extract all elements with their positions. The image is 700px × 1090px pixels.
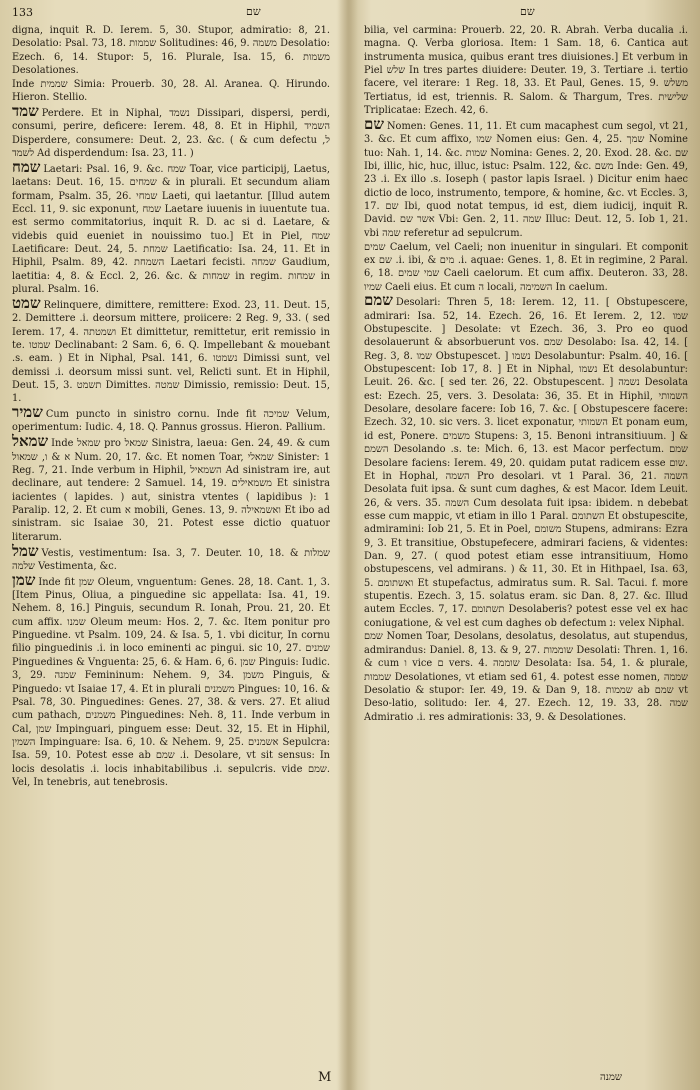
page-number: 133 [12, 6, 33, 19]
dictionary-entry [12, 570, 330, 790]
entry-headword: שמח [12, 157, 41, 176]
entry-text: Inde שממית Simia: Prouerb. 30, 28. Al. Aranea. Q. Hirundo. Hieron. Stellio. [12, 78, 330, 104]
right-column [364, 24, 688, 1064]
dictionary-entry [364, 291, 688, 630]
dictionary-entry [12, 78, 330, 105]
dictionary-entry [364, 630, 688, 723]
entry-headword: שמד [12, 102, 39, 121]
entry-headword: שם [364, 114, 384, 133]
entry-headword: שמט [12, 293, 41, 312]
entry-headword: שמאל [12, 432, 49, 451]
entry-text: Laetari: Psal. 16, 9. &c. שמח Toar, vice participij, Laetus, laetans: Deut. 16, 15. שמחים & in plurali. Et secundum aliam formam, Psalm. 35, 26. שמחי Laeti, qui laetantur. [Illud autem Eccl. 11, 9. sic exponunt, שמח Laetare iuuenis in iuuentute tua. est sermo commitatorius, inquit R. D. ac si d. Laetare, & videbis quid eueniet in nouissimo tuo.] Et in Piel, שמח Laetificare: Deut. 24, 5. שמחת Laetificatio: Isa. 24, 11. Et in Hiphil, Psalm. 89, 42. השמחת Laetari fecisti. שמחה Gaudium, laetitia: 4, 8. & Eccl. 2, 26. &c. & שמחות in regim. שמחות in plural. Psalm. 16. [12, 163, 330, 296]
entry-text: Inde fit שמן Oleum, vnguentum: Genes. 28, 18. Cant. 1, 3. [Item Pinus, Oliua, a pinguedine sic appellata: Isa. 41, 19. Nehem. 8, 16.] Pinguis, secundum R. Ionah, Prou. 21, 20. Et cum affix. שמנו Oleum meum: Hos. 2, 7. &c. Item ponitur pro Pinguedine. vt Psalm. 109, 24. & Isa. 5, 1. vbi dicitur, In cornu filio pinguedinis .i. in loco eminenti ac pingui. sic 10, 27. שמנים Pinguedines & Vnguenta: 25, 6. & Ham. 6, 6. שמן Pinguis: Iudic. 3, 29. שמנה Femininum: Nehem. 9, 34. משמן Pinguis, & Pinguedo: vt Isaiae 17, 4. Et in plurali משמנים Pingues: 10, 16. & Psal. 78, 30. Pinguedines: Genes. 27, 38. & vers. 27. Et aliud cum pathach, משמנים Pinguedines: Neh. 8, 11. Inde verbum in Cal, שמן Impinguari, pinguem esse: Deut. 32, 15. Et in Hiphil, השמין Impinguare: Isa. 6, 10. & Nehem. 9, 25. אשמנים Sepulcra: Isa. 59, 10. Potest esse ab שמם .i. Desolare, vt sit sensus: In locis desolatis .i. locis inhabitabilibus .i. sepulcris. vide שמם. Vel, In tenebris, aut tenebrosis. [12, 576, 330, 788]
entry-text: שמם Nomen Toar, Desolans, desolatus, desolatus, aut stupendus, admirandus: Daniel. 8, 13. & 9, 27. שוממות Desolati: Thren. 1, 16. & cum ו vice ם vers. 4. שוממה Desolata: Isa. 54, 1. & plurale, שממות Desolationes, vt etiam sed 61, 4. potest esse nomen, שממה Desolatio & stupor: Ier. 49, 19. & Dan 9, 18. שממות ab שמם vt Deso-latio, solitudo: Ier. 4, 27. Ezech. 12, 19. 33, 28. שמה Admiratio .i. res admirationis: 33, 9. & Desolationes. [364, 631, 688, 723]
running-head-left: שם [246, 5, 261, 18]
page-gutter [338, 0, 358, 1090]
entry-headword: שמן [12, 570, 36, 589]
entry-text: Cum puncto in sinistro cornu. Inde fit שמיכה Velum, operimentum: Iudic. 4, 18. Q. Pannus grossus. Hieron. Pallium. [12, 409, 330, 434]
entry-headword: שמם [364, 291, 393, 310]
entry-text: Perdere. Et in Niphal, נשמד Dissipari, dispersi, perdi, consumi, perire, deficere: Ierem. 48, 8. Et in Hiphil, השמיד Disperdere, consumere: Deut. 2, 23. &c. ( & cum defectu ל, לשמד Ad disperdendum: Isa. 23, 11. ) [12, 108, 330, 160]
entry-headword: שמל [12, 541, 39, 560]
dictionary-entry [12, 293, 330, 406]
dictionary-entry [364, 241, 688, 294]
entry-headword: שמיר [12, 403, 43, 422]
catchword: שמנה [600, 1072, 623, 1083]
entry-text: שמים Caelum, vel Caeli; non inuenitur in singulari. Et componit ex שם .i. ibi, & מים .i. aquae: Genes. 1, 8. Et in regimine, 2 Paral. 6, 18. שמי שמים Caeli caelorum. Et cum affix. Deuteron. 33, 28. שמיו Caeli eius. Et cum ה locali, השמימה In caelum. [364, 241, 688, 293]
dictionary-entry [12, 102, 330, 160]
dictionary-entry [12, 403, 330, 435]
entry-text: Relinquere, dimittere, remittere: Exod. 23, 11. Deut. 15, 2. Demittere .i. deorsum mittere, proiicere: 2 Reg. 9, 33. ( sed Ierem. 17, 4. ושמטתה Et dimittetur, remittetur, erit remissio in te. שמטו Declinabant: 2 Sam. 6, 6. Q. Impellebant & mouebant .s. eam. ) Et in Niphal, Psal. 141, 6. נשמטו Dimissi sunt, vel demissi .i. deorsum missi sunt. vel, Relicti sunt. Et in Hiphil, Deut. 15, 3. תשמט Dimittes. שמטה Dimissio, remissio: Deut. 15, 1. [12, 299, 330, 405]
entry-text: Inde שמאל pro שמאל Sinistra, laeua: Gen. 24, 49. & cum א & ו, שמאול Num. 20, 17. &c. Et nomen Toar, שמאלי Sinister: 1 Reg. 7, 21. Inde verbum in Hiphil, השמאיל Ad sinistram ire, aut declinare, aut tendere: 2 Samuel. 14, 19. משמאילים Et sinistra iacientes ( lapides. ) aut, sinistra vtentes ( lapidibus ): 1 Paralip. 12, 2. Et cum א mobili, Genes. 13, 9. ואשמאילה Et ibo ad sinistram. sic Isaiae 30, 21. Potest esse dictio quatuor literarum. [12, 438, 330, 543]
entry-text: Vestis, vestimentum: Isa. 3, 7. Deuter. 10, 18. שמלות & שלמה Vestimenta, &c. [12, 547, 330, 572]
signature-mark: M [318, 1070, 332, 1085]
dictionary-entry [12, 432, 330, 544]
running-head-right: שם [520, 5, 535, 18]
dictionary-entry [364, 114, 688, 240]
entry-text: digna, inquit R. D. Ierem. 5, 30. Stupor, admiratio: 8, 21. Desolatio: Psal. 73, 18. שממות Solitudines: 46, 9. משמה Desolatio: Ezech. 6, 14. Stupor: 5, 16. Plurale, Isa. 15, 6. משמות Desolationes. [12, 25, 330, 77]
dictionary-entry [12, 157, 330, 296]
dictionary-entry [364, 24, 688, 117]
dictionary-entry [12, 541, 330, 574]
entry-text: bilia, vel carmina: Prouerb. 22, 20. R. Abrah. Verba ducalia .i. magna. Q. Verba gloriosa. Item: 1 Sam. 18, 6. Cantica aut instrumenta musica, quibus erant tres diuisiones.] Et verbum in Piel שלש In tres partes diuidere: Deuter. 19, 3. Tertiare .i. tertio facere, vel iterare: 1 Reg. 18, 33. Et Paul, Genes. 15, 9. משלש Tertiatus, id est, triennis. R. Salom. & Thargum, Tres. שלישית Triplicatae: Ezech. 42, 6. [364, 25, 688, 117]
left-column [12, 24, 330, 1064]
entry-text: Desolari: Thren 5, 18: Ierem. 12, 11. [ Obstupescere, admirari: Isa. 52, 14. Ezech. 26, 16. Et Ierem. 2, 12. שמו Obstupescite. ] Desolate: vt Ezech. 36, 3. Pro eo quod desolauerunt & absorbuerunt vos. שמם Desolabo: Isa. 42, 14. [ Reg. 3, 8. שמו Obstupescet. ] נשמו Desolabuntur: Psalm. 40, 16. [ Obstupescent: Iob 17, 8. ] Et in Niphal, נשמו Et desolabuntur: Leuit. 26. &c. [ sed ter. 26, 22. Obstupescent. ] נשמה Desolata est: Ezech. 25, vers. 3. Desolata: 36, 35. Et in Hiphil, השמותי Desolare, desolare facere: Iob 16, 7. &c. [ Obstupescere facere: Ezech. 32, 10. sic vers. 3. licet exponatur, השמותי Et ponam eum, id est, Ponere. משמים Stupens: 3, 15. Benoni intransitiuum. ] & השמם Desolando .s. te: Mich. 6, 13. est Macor perfectum. שמם Desolare faciens: Ierem. 49, 20. quidam putat radicem esse שום. Et in Hophal, השמה Pro desolari. vt 1 Paral. 36, 21. השמה Desolata fuit ipsa. & sunt cum daghes, & est Macor. Idem Leuit. 26, & vers. 35. השמה Cum desolata fuit ipsa: ibidem. n debebat esse cum mappic, vt etiam in illo 1 Paral. השתומם Et obstupescite, admiramini: Iob 21, 5. Et in Poel, משומם Stupens, admirans: Ezra 9, 3. Et transitiue, Obstupefecere, admirari faciens, & videntes: Dan. 9, 27. ( quod potest etiam esse intransitiuum, Homo obstupescens, vel admirans. ) & 11, 30. Et in Hithpael, Isa. 63, 5. ואשתומם Et stupefactus, admiratus sum. R. Sal. Tacui. f. more stupentis. Ezech. 3, 15. solatus eram. sic Dan. 8, 27. &c. Illud autem Eccles. 7, 17. תשתומם Desolaberis? potest esse vel ex hac coniugatione, & vel est cum daghes ob defectum נ: velex Niphal. [364, 297, 688, 629]
dictionary-entry [12, 24, 330, 77]
entry-text: Nomen: Genes. 11, 11. Et cum macaphest cum segol, vt 21, 3. &c. Et cum affixo, שמו Nomen eius: Gen. 4, 25. שמך Nomine tuo: Nah. 1, 14. &c. שמות Nomina: Genes. 2, 20. Exod. 28. &c. שם Ibi, illic, hic, huc, illuc, istuc: Psalm. 122, &c. משם Inde: Gen. 49, 23 .i. Ex illo .s. Ioseph ( pastor lapis Israel. ) Dicitur enim haec dictio de loco, instrumento, tempore, & homine, &c. vt Eccles. 3, 17. שם Ibi, quod notat tempus, id est, diem iudicij, inquit R. David. אשר שם Vbi: Gen. 2, 11. שמה Illuc: Deut. 12, 5. Iob 1, 21. vbi שמה referetur ad sepulcrum. [364, 120, 688, 239]
